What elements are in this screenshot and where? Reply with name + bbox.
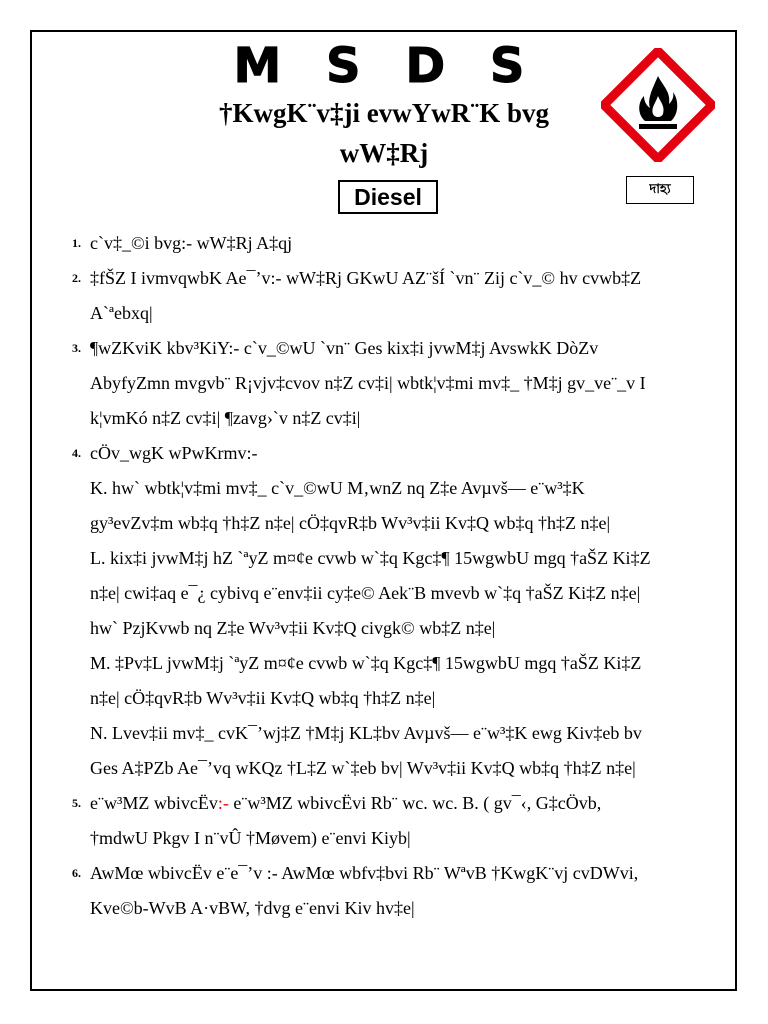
msds-letter-s1: S [326, 38, 371, 94]
item-number: 4. [72, 446, 81, 460]
item-text: AwMœ wbivcËv e¨e¯’v :- AwMœ wbfv‡bvi Rb¨ WªvB †KwgK¨vj cvDWvi, [90, 863, 639, 883]
item-text: ‡fŠZ I ivmvqwbK Ae¯’v:- wW‡Rj GKwU AZ¨šÍ `vn¨ Zij c`v_© hv cvwb‡Z [90, 268, 642, 288]
list-item-6 [72, 856, 728, 926]
first-aid-line: n‡e| cwi‡aq e¯¿ cybivq e¨env‡ii cy‡e© Aek¨B mvevb w`‡q †aŠZ Ki‡Z n‡e| [90, 583, 641, 603]
item-number: 1. [72, 236, 81, 250]
first-aid-line: N. Lvev‡ii mv‡_ cvK¯’wj‡Z †M‡j KL‡bv Avµvš— e¨w³‡K ewg Kiv‡eb bv [90, 723, 642, 743]
item5-separator: :- [217, 793, 229, 813]
item-text: †mdwU Pkgv I n¨vÛ †Møvem) e¨envi Kiyb| [90, 828, 411, 848]
list-item-1 [72, 226, 728, 261]
first-aid-line: n‡e| cÖ‡qvR‡b Wv³v‡ii Kv‡Q wb‡q †h‡Z n‡e| [90, 688, 436, 708]
item-text [90, 786, 728, 821]
item-text: Kve©b-WvB A·vBW, †dvg e¨envi Kiv hv‡e| [90, 898, 415, 918]
item-number: 2. [72, 271, 81, 285]
msds-letter-m: M [233, 38, 292, 94]
item-text: AbyfyZmn mvgvb¨ R¡vjv‡cvov n‡Z cv‡i| wbtk¦v‡mi mv‡_ †M‡j gv_ve¨_v I [90, 373, 646, 393]
list-item-5 [72, 786, 728, 856]
item-number: 5. [72, 796, 81, 810]
list-item-3 [72, 331, 728, 436]
item-text: c`v‡_©i bvg:- wW‡Rj A‡qj [90, 233, 293, 253]
item-text: A`ªebxq| [90, 303, 153, 323]
first-aid-list [72, 471, 728, 786]
flammable-ghs-icon [601, 48, 715, 162]
item-text: k¦vmKó n‡Z cv‡i| ¶zavg›`v n‡Z cv‡i| [90, 408, 361, 428]
first-aid-line: hw` PzjKvwb nq Z‡e Wv³v‡ii Kv‡Q civgk© wb‡Z n‡e| [90, 618, 496, 638]
first-aid-line: Ges A‡PZb Ae¯’vq wKQz †L‡Z w`‡eb bv| Wv³v‡ii Kv‡Q wb‡q †h‡Z n‡e| [90, 758, 636, 778]
hazard-label-box: দাহ্য [626, 176, 694, 204]
first-aid-line: M. ‡Pv‡L jvwM‡j `ªyZ m¤¢e cvwb w`‡q Kgc‡¶ 15wgwbU mgq †aŠZ Ki‡Z [90, 653, 642, 673]
first-aid-line: gy³evZv‡m wb‡q †h‡Z n‡e| cÖ‡qvR‡b Wv³v‡ii Kv‡Q wb‡q †h‡Z n‡e| [90, 513, 611, 533]
msds-content [72, 226, 728, 926]
item-number: 3. [72, 341, 81, 355]
first-aid-line: K. hw` wbtk¦v‡mi mv‡_ c`v_©wU M‚wnZ nq Z‡e Avµvš— e¨w³‡K [90, 478, 585, 498]
item5-lead: e¨w³MZ wbivcËv [90, 793, 218, 813]
msds-letter-d: D [405, 38, 456, 94]
msds-letter-s2: S [489, 38, 535, 94]
product-name-box: Diesel [338, 180, 438, 214]
list-item-2 [72, 261, 728, 331]
first-aid-line: L. kix‡i jvwM‡j hZ `ªyZ m¤¢e cvwb w`‡q Kgc‡¶ 15wgwbU mgq †aŠZ Ki‡Z [90, 548, 651, 568]
item-number: 6. [72, 866, 81, 880]
chemical-title-line2: wW‡Rj [339, 138, 429, 168]
item5-rest: e¨w³MZ wbivcËvi Rb¨ wc. wc. B. ( gv¯‹, G‡cÖvb, [228, 793, 602, 813]
list-item-4 [72, 436, 728, 471]
chemical-title-line1: †KwgK¨v‡ji evwYwR¨K bvg [219, 98, 549, 128]
item-text: ¶wZKviK kbv³KiY:- c`v_©wU `vn¨ Ges kix‡i jvwM‡j AvswkK DòZv [90, 338, 599, 358]
item-text: cÖv_wgK wPwKrmv:- [90, 443, 258, 463]
